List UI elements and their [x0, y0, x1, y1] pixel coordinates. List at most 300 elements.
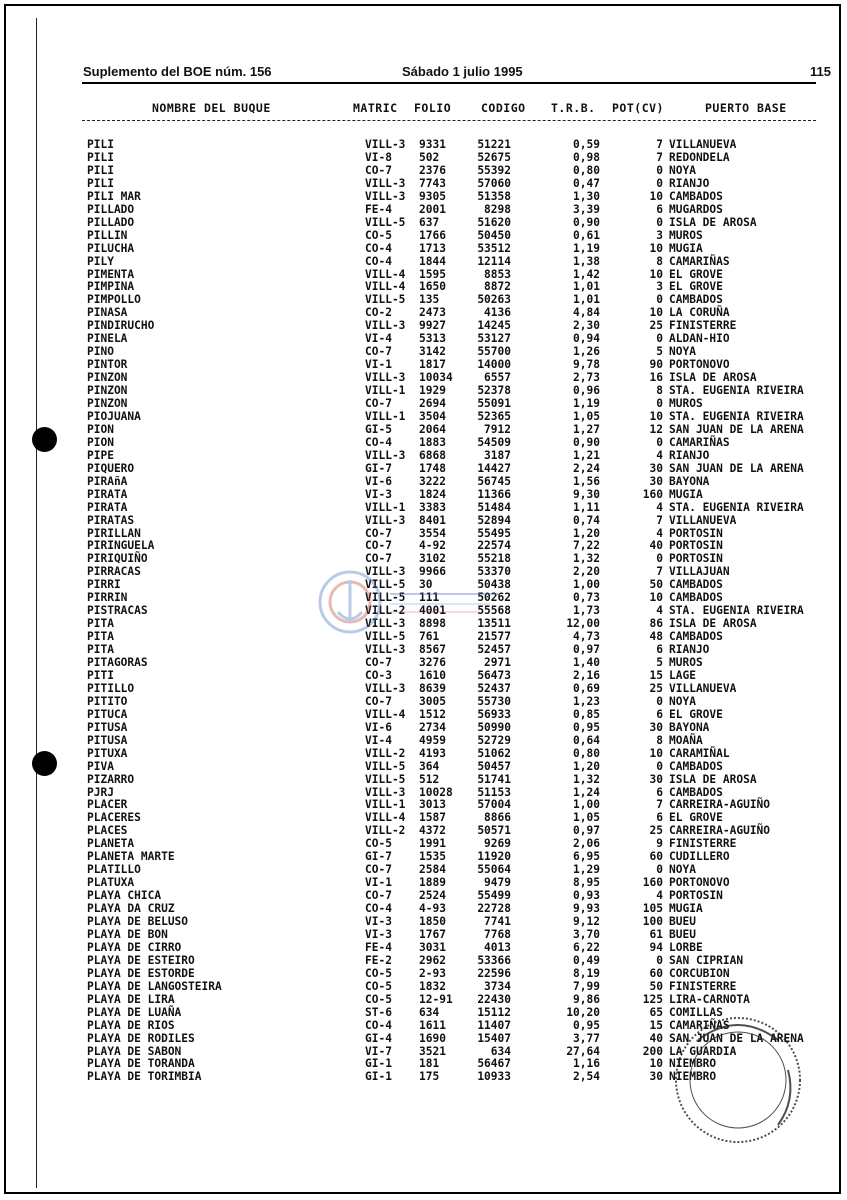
- cell-matric: VILL-3: [365, 448, 406, 462]
- cell-trb: 0,97: [573, 824, 600, 838]
- cell-puerto: PORTONOVO: [669, 876, 730, 890]
- cell-matric: FE-4: [365, 940, 392, 954]
- cell-folio: 2-93: [419, 966, 446, 980]
- table-row: [0, 306, 847, 319]
- cell-trb: 1,05: [573, 811, 600, 825]
- table-row: [0, 941, 847, 954]
- cell-matric: CO-4: [365, 902, 392, 916]
- cell-puerto: STA. EUGENIA RIVEIRA: [669, 604, 804, 618]
- cell-puerto: FINISTERRE: [669, 319, 737, 333]
- cell-folio: 3013: [419, 798, 446, 812]
- cell-codigo: 12114: [477, 254, 511, 268]
- cell-pot: 40: [649, 1031, 663, 1045]
- cell-name: PLAYA DE LIRA: [87, 992, 175, 1006]
- cell-trb: 1,27: [573, 422, 600, 436]
- cell-folio: 8567: [419, 643, 446, 657]
- cell-matric: VI-7: [365, 1044, 392, 1058]
- cell-pot: 4: [656, 448, 663, 462]
- table-row: [0, 682, 847, 695]
- cell-folio: 4001: [419, 604, 446, 618]
- cell-folio: 1650: [419, 280, 446, 294]
- cell-pot: 7: [656, 565, 663, 579]
- table-row: [0, 268, 847, 281]
- cell-puerto: STA. EUGENIA RIVEIRA: [669, 409, 804, 423]
- cell-trb: 0,98: [573, 150, 600, 164]
- cell-pot: 86: [649, 617, 663, 631]
- cell-name: PIRRACAS: [87, 565, 141, 579]
- cell-folio: 1766: [419, 228, 446, 242]
- table-row: [0, 151, 847, 164]
- cell-pot: 30: [649, 772, 663, 786]
- cell-trb: 0,93: [573, 889, 600, 903]
- cell-name: PILI: [87, 163, 114, 177]
- cell-codigo: 52365: [477, 409, 511, 423]
- cell-puerto: CAMBADOS: [669, 578, 723, 592]
- cell-trb: 0,73: [573, 591, 600, 605]
- cell-folio: 3554: [419, 526, 446, 540]
- table-row: [0, 527, 847, 540]
- cell-codigo: 14245: [477, 319, 511, 333]
- cell-codigo: 4013: [484, 940, 511, 954]
- cell-trb: 0,80: [573, 746, 600, 760]
- cell-trb: 9,30: [573, 487, 600, 501]
- cell-puerto: CAMARIÑAS: [669, 254, 730, 268]
- cell-folio: 4-92: [419, 539, 446, 553]
- cell-pot: 160: [642, 487, 663, 501]
- table-row: [0, 850, 847, 863]
- cell-name: PITUSA: [87, 733, 128, 747]
- table-row: [0, 293, 847, 306]
- cell-pot: 16: [649, 371, 663, 385]
- cell-name: PIRRIN: [87, 591, 128, 605]
- cell-name: PITA: [87, 617, 114, 631]
- cell-pot: 40: [649, 539, 663, 553]
- cell-trb: 1,01: [573, 293, 600, 307]
- cell-codigo: 55700: [477, 345, 511, 359]
- cell-codigo: 7912: [484, 422, 511, 436]
- cell-puerto: CAMBADOS: [669, 759, 723, 773]
- cell-name: PLAYA DE SABON: [87, 1044, 182, 1058]
- cell-pot: 0: [656, 694, 663, 708]
- cell-trb: 1,20: [573, 759, 600, 773]
- cell-codigo: 7741: [484, 915, 511, 928]
- cell-codigo: 51062: [477, 746, 511, 760]
- cell-matric: CO-3: [365, 668, 392, 682]
- cell-trb: 0,69: [573, 681, 600, 695]
- cell-pot: 90: [649, 358, 663, 372]
- cell-puerto: STA. EUGENIA RIVEIRA: [669, 500, 804, 514]
- cell-pot: 125: [642, 992, 663, 1006]
- table-row: [0, 410, 847, 423]
- cell-trb: 1,00: [573, 798, 600, 812]
- cell-codigo: 53127: [477, 332, 511, 346]
- cell-pot: 200: [642, 1044, 663, 1058]
- cell-folio: 2376: [419, 163, 446, 177]
- cell-name: PLAYA DE CIRRO: [87, 940, 182, 954]
- cell-folio: 1883: [419, 435, 446, 449]
- cell-pot: 0: [656, 163, 663, 177]
- cell-name: PINZON: [87, 384, 128, 398]
- cell-puerto: BAYONA: [669, 720, 710, 734]
- cell-matric: CO-5: [365, 966, 392, 980]
- cell-matric: VI-3: [365, 927, 392, 941]
- cell-codigo: 52378: [477, 384, 511, 398]
- cell-matric: VILL-1: [365, 384, 406, 398]
- cell-trb: 0,64: [573, 733, 600, 747]
- cell-pot: 10: [649, 1057, 663, 1071]
- cell-matric: VILL-1: [365, 409, 406, 423]
- cell-name: PILI: [87, 138, 114, 151]
- cell-matric: CO-4: [365, 241, 392, 255]
- cell-name: PLAYA DA CRUZ: [87, 902, 175, 916]
- cell-name: PLANETA MARTE: [87, 850, 175, 864]
- cell-puerto: VILLANUEVA: [669, 138, 737, 151]
- cell-trb: 1,38: [573, 254, 600, 268]
- cell-matric: VILL-4: [365, 267, 406, 281]
- cell-puerto: STA. EUGENIA RIVEIRA: [669, 384, 804, 398]
- cell-puerto: CARAMIÑAL: [669, 746, 730, 760]
- cell-folio: 2064: [419, 422, 446, 436]
- cell-pot: 5: [656, 345, 663, 359]
- cell-codigo: 56467: [477, 1057, 511, 1071]
- cell-pot: 6: [656, 643, 663, 657]
- cell-folio: 9927: [419, 319, 446, 333]
- cell-puerto: ISLA DE AROSA: [669, 617, 757, 631]
- cell-matric: CO-4: [365, 1018, 392, 1032]
- table-row: [0, 397, 847, 410]
- cell-folio: 10034: [419, 371, 453, 385]
- cell-trb: 10,20: [566, 1005, 600, 1019]
- cell-pot: 9: [656, 837, 663, 851]
- cell-name: PLAYA DE ESTEIRO: [87, 953, 195, 967]
- cell-codigo: 51484: [477, 500, 511, 514]
- cell-puerto: CAMBADOS: [669, 630, 723, 644]
- cell-folio: 2734: [419, 720, 446, 734]
- cell-name: PITAGORAS: [87, 656, 148, 669]
- cell-codigo: 8298: [484, 202, 511, 216]
- cell-name: PIRILLAN: [87, 526, 141, 540]
- cell-puerto: SAN CIPRIAN: [669, 953, 744, 967]
- cell-pot: 25: [649, 319, 663, 333]
- cell-folio: 2584: [419, 863, 446, 877]
- cell-codigo: 15407: [477, 1031, 511, 1045]
- cell-pot: 7: [656, 138, 663, 151]
- cell-matric: CO-7: [365, 889, 392, 903]
- cell-puerto: VILLANUEVA: [669, 681, 737, 695]
- cell-pot: 4: [656, 604, 663, 618]
- cell-name: PJRJ: [87, 785, 114, 799]
- cell-matric: VI-6: [365, 474, 392, 488]
- cell-puerto: PORTOSIN: [669, 552, 723, 566]
- cell-folio: 7743: [419, 176, 446, 190]
- cell-matric: VILL-5: [365, 215, 406, 229]
- cell-trb: 3,77: [573, 1031, 600, 1045]
- cell-folio: 12-91: [419, 992, 453, 1006]
- cell-pot: 7: [656, 798, 663, 812]
- cell-name: PINZON: [87, 397, 128, 410]
- table-row: [0, 786, 847, 799]
- cell-matric: CO-2: [365, 306, 392, 320]
- cell-name: PIMPOLLO: [87, 293, 141, 307]
- cell-name: PLACERES: [87, 811, 141, 825]
- table-row: [0, 539, 847, 552]
- cell-name: PINDIRUCHO: [87, 319, 155, 333]
- cell-matric: CO-7: [365, 863, 392, 877]
- cell-pot: 3: [656, 228, 663, 242]
- cell-trb: 8,95: [573, 876, 600, 890]
- cell-trb: 1,40: [573, 656, 600, 669]
- cell-puerto: SAN JUAN DE LA ARENA: [669, 422, 804, 436]
- cell-name: PLAYA DE TORANDA: [87, 1057, 195, 1071]
- table-row: [0, 656, 847, 669]
- cell-folio: 3222: [419, 474, 446, 488]
- cell-name: PITUXA: [87, 746, 128, 760]
- cell-codigo: 52894: [477, 513, 511, 527]
- cell-codigo: 55568: [477, 604, 511, 618]
- cell-matric: FE-4: [365, 202, 392, 216]
- cell-matric: CO-7: [365, 163, 392, 177]
- cell-matric: GI-4: [365, 1031, 392, 1045]
- cell-pot: 15: [649, 668, 663, 682]
- table-row: [0, 773, 847, 786]
- cell-trb: 27,64: [566, 1044, 600, 1058]
- cell-codigo: 51358: [477, 189, 511, 203]
- cell-matric: VILL-5: [365, 591, 406, 605]
- cell-folio: 512: [419, 772, 440, 786]
- cell-matric: VILL-4: [365, 280, 406, 294]
- cell-puerto: CARREIRA-AGUIÑO: [669, 824, 771, 838]
- cell-codigo: 8872: [484, 280, 511, 294]
- cell-matric: VILL-2: [365, 824, 406, 838]
- cell-matric: GI-1: [365, 1070, 392, 1084]
- cell-folio: 1587: [419, 811, 446, 825]
- table-row: [0, 164, 847, 177]
- cell-puerto: EL GROVE: [669, 280, 723, 294]
- cell-codigo: 11920: [477, 850, 511, 864]
- cell-folio: 6868: [419, 448, 446, 462]
- cell-puerto: NOYA: [669, 863, 696, 877]
- cell-trb: 7,99: [573, 979, 600, 993]
- cell-puerto: COMILLAS: [669, 1005, 723, 1019]
- cell-codigo: 11407: [477, 1018, 511, 1032]
- cell-folio: 634: [419, 1005, 440, 1019]
- cell-name: PLACES: [87, 824, 128, 838]
- cell-codigo: 50457: [477, 759, 511, 773]
- cell-matric: CO-4: [365, 435, 392, 449]
- cell-codigo: 50571: [477, 824, 511, 838]
- cell-matric: VILL-1: [365, 798, 406, 812]
- cell-matric: FE-2: [365, 953, 392, 967]
- cell-codigo: 13511: [477, 617, 511, 631]
- cell-puerto: CAMBADOS: [669, 785, 723, 799]
- cell-trb: 0,95: [573, 720, 600, 734]
- cell-trb: 1,24: [573, 785, 600, 799]
- cell-trb: 1,19: [573, 397, 600, 410]
- cell-folio: 1595: [419, 267, 446, 281]
- cell-matric: VILL-3: [365, 617, 406, 631]
- cell-trb: 0,74: [573, 513, 600, 527]
- cell-folio: 1824: [419, 487, 446, 501]
- table-row: [0, 747, 847, 760]
- cell-name: PIRIQUIÑO: [87, 552, 148, 566]
- cell-codigo: 8853: [484, 267, 511, 281]
- cell-puerto: RIANJO: [669, 176, 710, 190]
- table-row: [0, 708, 847, 721]
- cell-matric: VILL-3: [365, 319, 406, 333]
- cell-name: PINO: [87, 345, 114, 359]
- cell-pot: 0: [656, 759, 663, 773]
- cell-matric: CO-4: [365, 254, 392, 268]
- cell-trb: 9,78: [573, 358, 600, 372]
- cell-matric: CO-5: [365, 992, 392, 1006]
- cell-codigo: 54509: [477, 435, 511, 449]
- cell-puerto: CAMBADOS: [669, 189, 723, 203]
- cell-pot: 6: [656, 785, 663, 799]
- cell-pot: 6: [656, 707, 663, 721]
- table-row: [0, 669, 847, 682]
- table-row: [0, 928, 847, 941]
- table-row: [0, 967, 847, 980]
- cell-pot: 0: [656, 176, 663, 190]
- cell-folio: 10028: [419, 785, 453, 799]
- cell-matric: VILL-5: [365, 293, 406, 307]
- table-row: [0, 954, 847, 967]
- cell-matric: CO-5: [365, 837, 392, 851]
- cell-puerto: RIANJO: [669, 448, 710, 462]
- cell-pot: 30: [649, 474, 663, 488]
- cell-pot: 25: [649, 681, 663, 695]
- cell-name: PLAYA DE RODILES: [87, 1031, 195, 1045]
- cell-trb: 1,42: [573, 267, 600, 281]
- cell-puerto: REDONDELA: [669, 150, 730, 164]
- cell-folio: 2524: [419, 889, 446, 903]
- cell-trb: 4,73: [573, 630, 600, 644]
- cell-codigo: 55730: [477, 694, 511, 708]
- header-dashed-rule: [82, 120, 816, 121]
- cell-folio: 2473: [419, 306, 446, 320]
- cell-puerto: LA CORUÑA: [669, 306, 730, 320]
- cell-trb: 2,06: [573, 837, 600, 851]
- cell-matric: VILL-4: [365, 707, 406, 721]
- cell-trb: 0,95: [573, 1018, 600, 1032]
- cell-matric: CO-7: [365, 397, 392, 410]
- cell-name: PLAYA CHICA: [87, 889, 162, 903]
- cell-codigo: 4136: [484, 306, 511, 320]
- cell-name: PISTRACAS: [87, 604, 148, 618]
- col-header-matric: MATRIC: [353, 101, 398, 115]
- cell-codigo: 53512: [477, 241, 511, 255]
- cell-trb: 0,59: [573, 138, 600, 151]
- cell-matric: VILL-3: [365, 138, 406, 151]
- cell-trb: 1,11: [573, 500, 600, 514]
- cell-name: PION: [87, 435, 114, 449]
- cell-folio: 3031: [419, 940, 446, 954]
- table-row: [0, 462, 847, 475]
- table-row: [0, 177, 847, 190]
- cell-puerto: FINISTERRE: [669, 837, 737, 851]
- cell-pot: 10: [649, 241, 663, 255]
- table-row: [0, 216, 847, 229]
- cell-puerto: CAMBADOS: [669, 591, 723, 605]
- cell-pot: 60: [649, 850, 663, 864]
- cell-pot: 8: [656, 254, 663, 268]
- cell-codigo: 51620: [477, 215, 511, 229]
- cell-name: PION: [87, 422, 114, 436]
- cell-codigo: 50990: [477, 720, 511, 734]
- cell-name: PILLADO: [87, 202, 135, 216]
- cell-folio: 4372: [419, 824, 446, 838]
- cell-name: PILI: [87, 150, 114, 164]
- cell-folio: 8898: [419, 617, 446, 631]
- cell-pot: 3: [656, 280, 663, 294]
- cell-name: PIVA: [87, 759, 114, 773]
- cell-codigo: 50450: [477, 228, 511, 242]
- cell-codigo: 51153: [477, 785, 511, 799]
- cell-trb: 1,26: [573, 345, 600, 359]
- cell-pot: 10: [649, 746, 663, 760]
- cell-pot: 0: [656, 332, 663, 346]
- cell-folio: 3005: [419, 694, 446, 708]
- cell-codigo: 51221: [477, 138, 511, 151]
- col-header-codigo: CODIGO: [481, 101, 526, 115]
- cell-pot: 94: [649, 940, 663, 954]
- cell-codigo: 55495: [477, 526, 511, 540]
- cell-trb: 1,21: [573, 448, 600, 462]
- cell-trb: 2,30: [573, 319, 600, 333]
- cell-pot: 12: [649, 422, 663, 436]
- cell-puerto: PORTONOVO: [669, 358, 730, 372]
- cell-pot: 30: [649, 720, 663, 734]
- cell-trb: 9,86: [573, 992, 600, 1006]
- cell-matric: CO-7: [365, 552, 392, 566]
- table-row: [0, 384, 847, 397]
- cell-matric: VILL-5: [365, 630, 406, 644]
- cell-pot: 7: [656, 150, 663, 164]
- cell-folio: 2001: [419, 202, 446, 216]
- cell-folio: 8401: [419, 513, 446, 527]
- cell-matric: CO-5: [365, 979, 392, 993]
- table-row: [0, 695, 847, 708]
- cell-folio: 175: [419, 1070, 440, 1084]
- cell-codigo: 53370: [477, 565, 511, 579]
- cell-codigo: 55218: [477, 552, 511, 566]
- cell-name: PILUCHA: [87, 241, 135, 255]
- cell-folio: 2694: [419, 397, 446, 410]
- cell-trb: 9,93: [573, 902, 600, 916]
- cell-pot: 10: [649, 591, 663, 605]
- table-row: [0, 863, 847, 876]
- cell-folio: 1844: [419, 254, 446, 268]
- table-row: [0, 203, 847, 216]
- cell-name: PLACER: [87, 798, 128, 812]
- cell-folio: 1991: [419, 837, 446, 851]
- cell-folio: 3521: [419, 1044, 446, 1058]
- cell-matric: VILL-3: [365, 176, 406, 190]
- cell-name: PIRINGUELA: [87, 539, 155, 553]
- cell-pot: 0: [656, 953, 663, 967]
- cell-puerto: RIANJO: [669, 643, 710, 657]
- cell-trb: 1,00: [573, 578, 600, 592]
- cell-matric: VI-1: [365, 876, 392, 890]
- cell-folio: 30: [419, 578, 433, 592]
- cell-folio: 1832: [419, 979, 446, 993]
- table-row: [0, 138, 847, 151]
- header-rule: [82, 82, 816, 84]
- cell-puerto: LA GUARDIA: [669, 1044, 737, 1058]
- cell-trb: 12,00: [566, 617, 600, 631]
- col-header-puerto: PUERTO BASE: [705, 101, 787, 115]
- cell-name: PIMENTA: [87, 267, 135, 281]
